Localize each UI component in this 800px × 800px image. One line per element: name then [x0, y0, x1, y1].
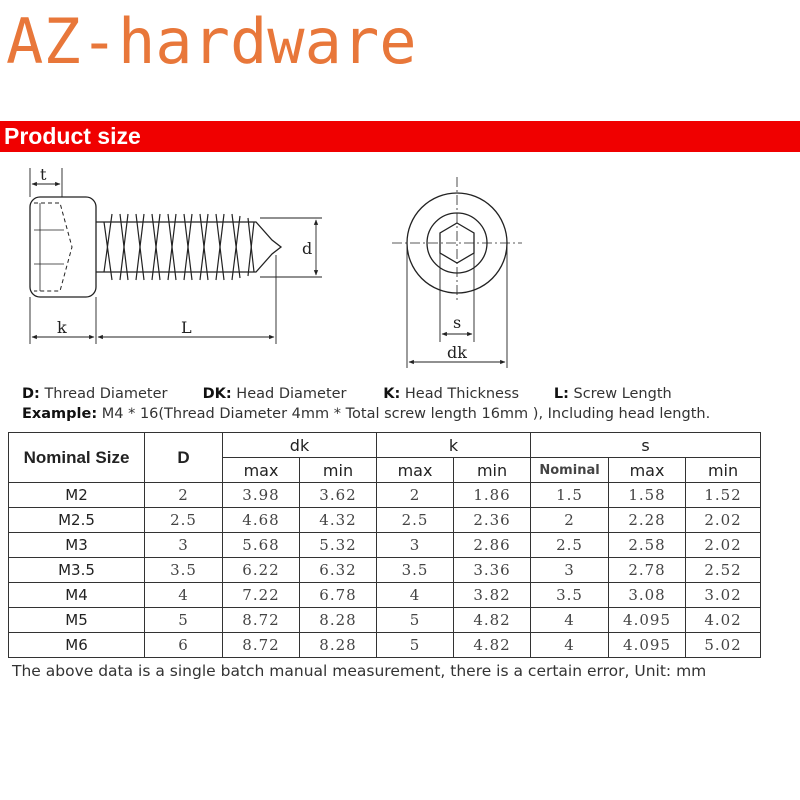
value-cell: 2 — [377, 483, 454, 508]
dimension-legend — [22, 384, 792, 424]
value-cell: 2.02 — [686, 533, 761, 558]
value-cell: 4 — [531, 633, 609, 658]
value-cell: 1.52 — [686, 483, 761, 508]
value-cell: 4.095 — [609, 608, 686, 633]
value-cell: 2.86 — [454, 533, 531, 558]
dim-label-s: s — [453, 313, 462, 332]
nominal-size-cell: M5 — [9, 608, 145, 633]
brand-logo-text: AZ-hardware — [6, 5, 417, 78]
value-cell: 3.98 — [223, 483, 300, 508]
legend-head-thickness: K: Head Thickness — [383, 386, 520, 402]
value-cell: 2.36 — [454, 508, 531, 533]
table-row — [9, 558, 761, 583]
table-row — [9, 608, 761, 633]
value-cell: 4 — [531, 608, 609, 633]
value-cell: 7.22 — [223, 583, 300, 608]
value-cell: 5.68 — [223, 533, 300, 558]
value-cell: 1.5 — [531, 483, 609, 508]
value-cell: 4.68 — [223, 508, 300, 533]
dim-label-dk: dk — [447, 343, 467, 362]
value-cell: 4.82 — [454, 608, 531, 633]
legend-screw-length: L: Screw Length — [553, 386, 672, 402]
table-row — [9, 533, 761, 558]
section-title: Product size — [4, 123, 141, 149]
value-cell: 3 — [531, 558, 609, 583]
value-cell: 8.72 — [223, 608, 300, 633]
header-k-max: max — [377, 458, 454, 483]
nominal-size-cell: M2 — [9, 483, 145, 508]
value-cell: 2.52 — [686, 558, 761, 583]
table-row — [9, 508, 761, 533]
value-cell: 3 — [145, 533, 223, 558]
header-dk-max: max — [223, 458, 300, 483]
value-cell: 5 — [145, 608, 223, 633]
value-cell: 5.32 — [300, 533, 377, 558]
screw-dimension-drawing — [0, 155, 800, 380]
value-cell: 3.62 — [300, 483, 377, 508]
value-cell: 6.32 — [300, 558, 377, 583]
table-body — [9, 483, 761, 658]
value-cell: 2.02 — [686, 508, 761, 533]
value-cell: 3.36 — [454, 558, 531, 583]
nominal-size-cell: M3.5 — [9, 558, 145, 583]
legend-head-diameter: DK: Head Diameter — [202, 386, 347, 402]
nominal-size-cell: M3 — [9, 533, 145, 558]
nominal-size-cell: M4 — [9, 583, 145, 608]
section-banner — [0, 121, 800, 152]
header-nominal-size: Nominal Size — [9, 433, 145, 483]
value-cell: 2.5 — [145, 508, 223, 533]
legend-thread-diameter: D: Thread Diameter — [22, 386, 168, 402]
value-cell: 4.095 — [609, 633, 686, 658]
value-cell: 5 — [377, 633, 454, 658]
value-cell: 3.5 — [531, 583, 609, 608]
value-cell: 6.78 — [300, 583, 377, 608]
header-k: k — [377, 433, 531, 458]
value-cell: 3.5 — [145, 558, 223, 583]
dim-label-d: d — [302, 239, 313, 258]
value-cell: 8.28 — [300, 608, 377, 633]
header-s-max: max — [609, 458, 686, 483]
value-cell: 1.86 — [454, 483, 531, 508]
measurement-note: The above data is a single batch manual measurement, there is a certain error, Unit: mm — [12, 662, 707, 680]
value-cell: 3.02 — [686, 583, 761, 608]
value-cell: 4 — [145, 583, 223, 608]
header-s-nominal: Nominal — [531, 458, 609, 483]
value-cell: 2 — [531, 508, 609, 533]
value-cell: 2.5 — [377, 508, 454, 533]
header-k-min: min — [454, 458, 531, 483]
header-dk-min: min — [300, 458, 377, 483]
dim-label-t: t — [40, 165, 47, 184]
value-cell: 1.58 — [609, 483, 686, 508]
value-cell: 2.5 — [531, 533, 609, 558]
value-cell: 4.32 — [300, 508, 377, 533]
value-cell: 2.78 — [609, 558, 686, 583]
value-cell: 8.28 — [300, 633, 377, 658]
table-row — [9, 633, 761, 658]
header-D: D — [145, 433, 223, 483]
value-cell: 5.02 — [686, 633, 761, 658]
value-cell: 5 — [377, 608, 454, 633]
value-cell: 6 — [145, 633, 223, 658]
value-cell: 2.28 — [609, 508, 686, 533]
header-s-min: min — [686, 458, 761, 483]
value-cell: 2 — [145, 483, 223, 508]
value-cell: 8.72 — [223, 633, 300, 658]
nominal-size-cell: M2.5 — [9, 508, 145, 533]
nominal-size-cell: M6 — [9, 633, 145, 658]
size-specification-table — [8, 432, 761, 658]
value-cell: 3.08 — [609, 583, 686, 608]
example-note: Example: M4 * 16(Thread Diameter 4mm * Total screw length 16mm ), Including head length. — [22, 406, 711, 422]
value-cell: 2.58 — [609, 533, 686, 558]
value-cell: 3 — [377, 533, 454, 558]
dim-label-L: L — [181, 318, 192, 337]
header-dk: dk — [223, 433, 377, 458]
table-row — [9, 583, 761, 608]
header-s: s — [531, 433, 761, 458]
value-cell: 3.5 — [377, 558, 454, 583]
value-cell: 3.82 — [454, 583, 531, 608]
value-cell: 4.82 — [454, 633, 531, 658]
dim-label-k: k — [57, 318, 67, 337]
value-cell: 4.02 — [686, 608, 761, 633]
table-row — [9, 483, 761, 508]
value-cell: 4 — [377, 583, 454, 608]
value-cell: 6.22 — [223, 558, 300, 583]
